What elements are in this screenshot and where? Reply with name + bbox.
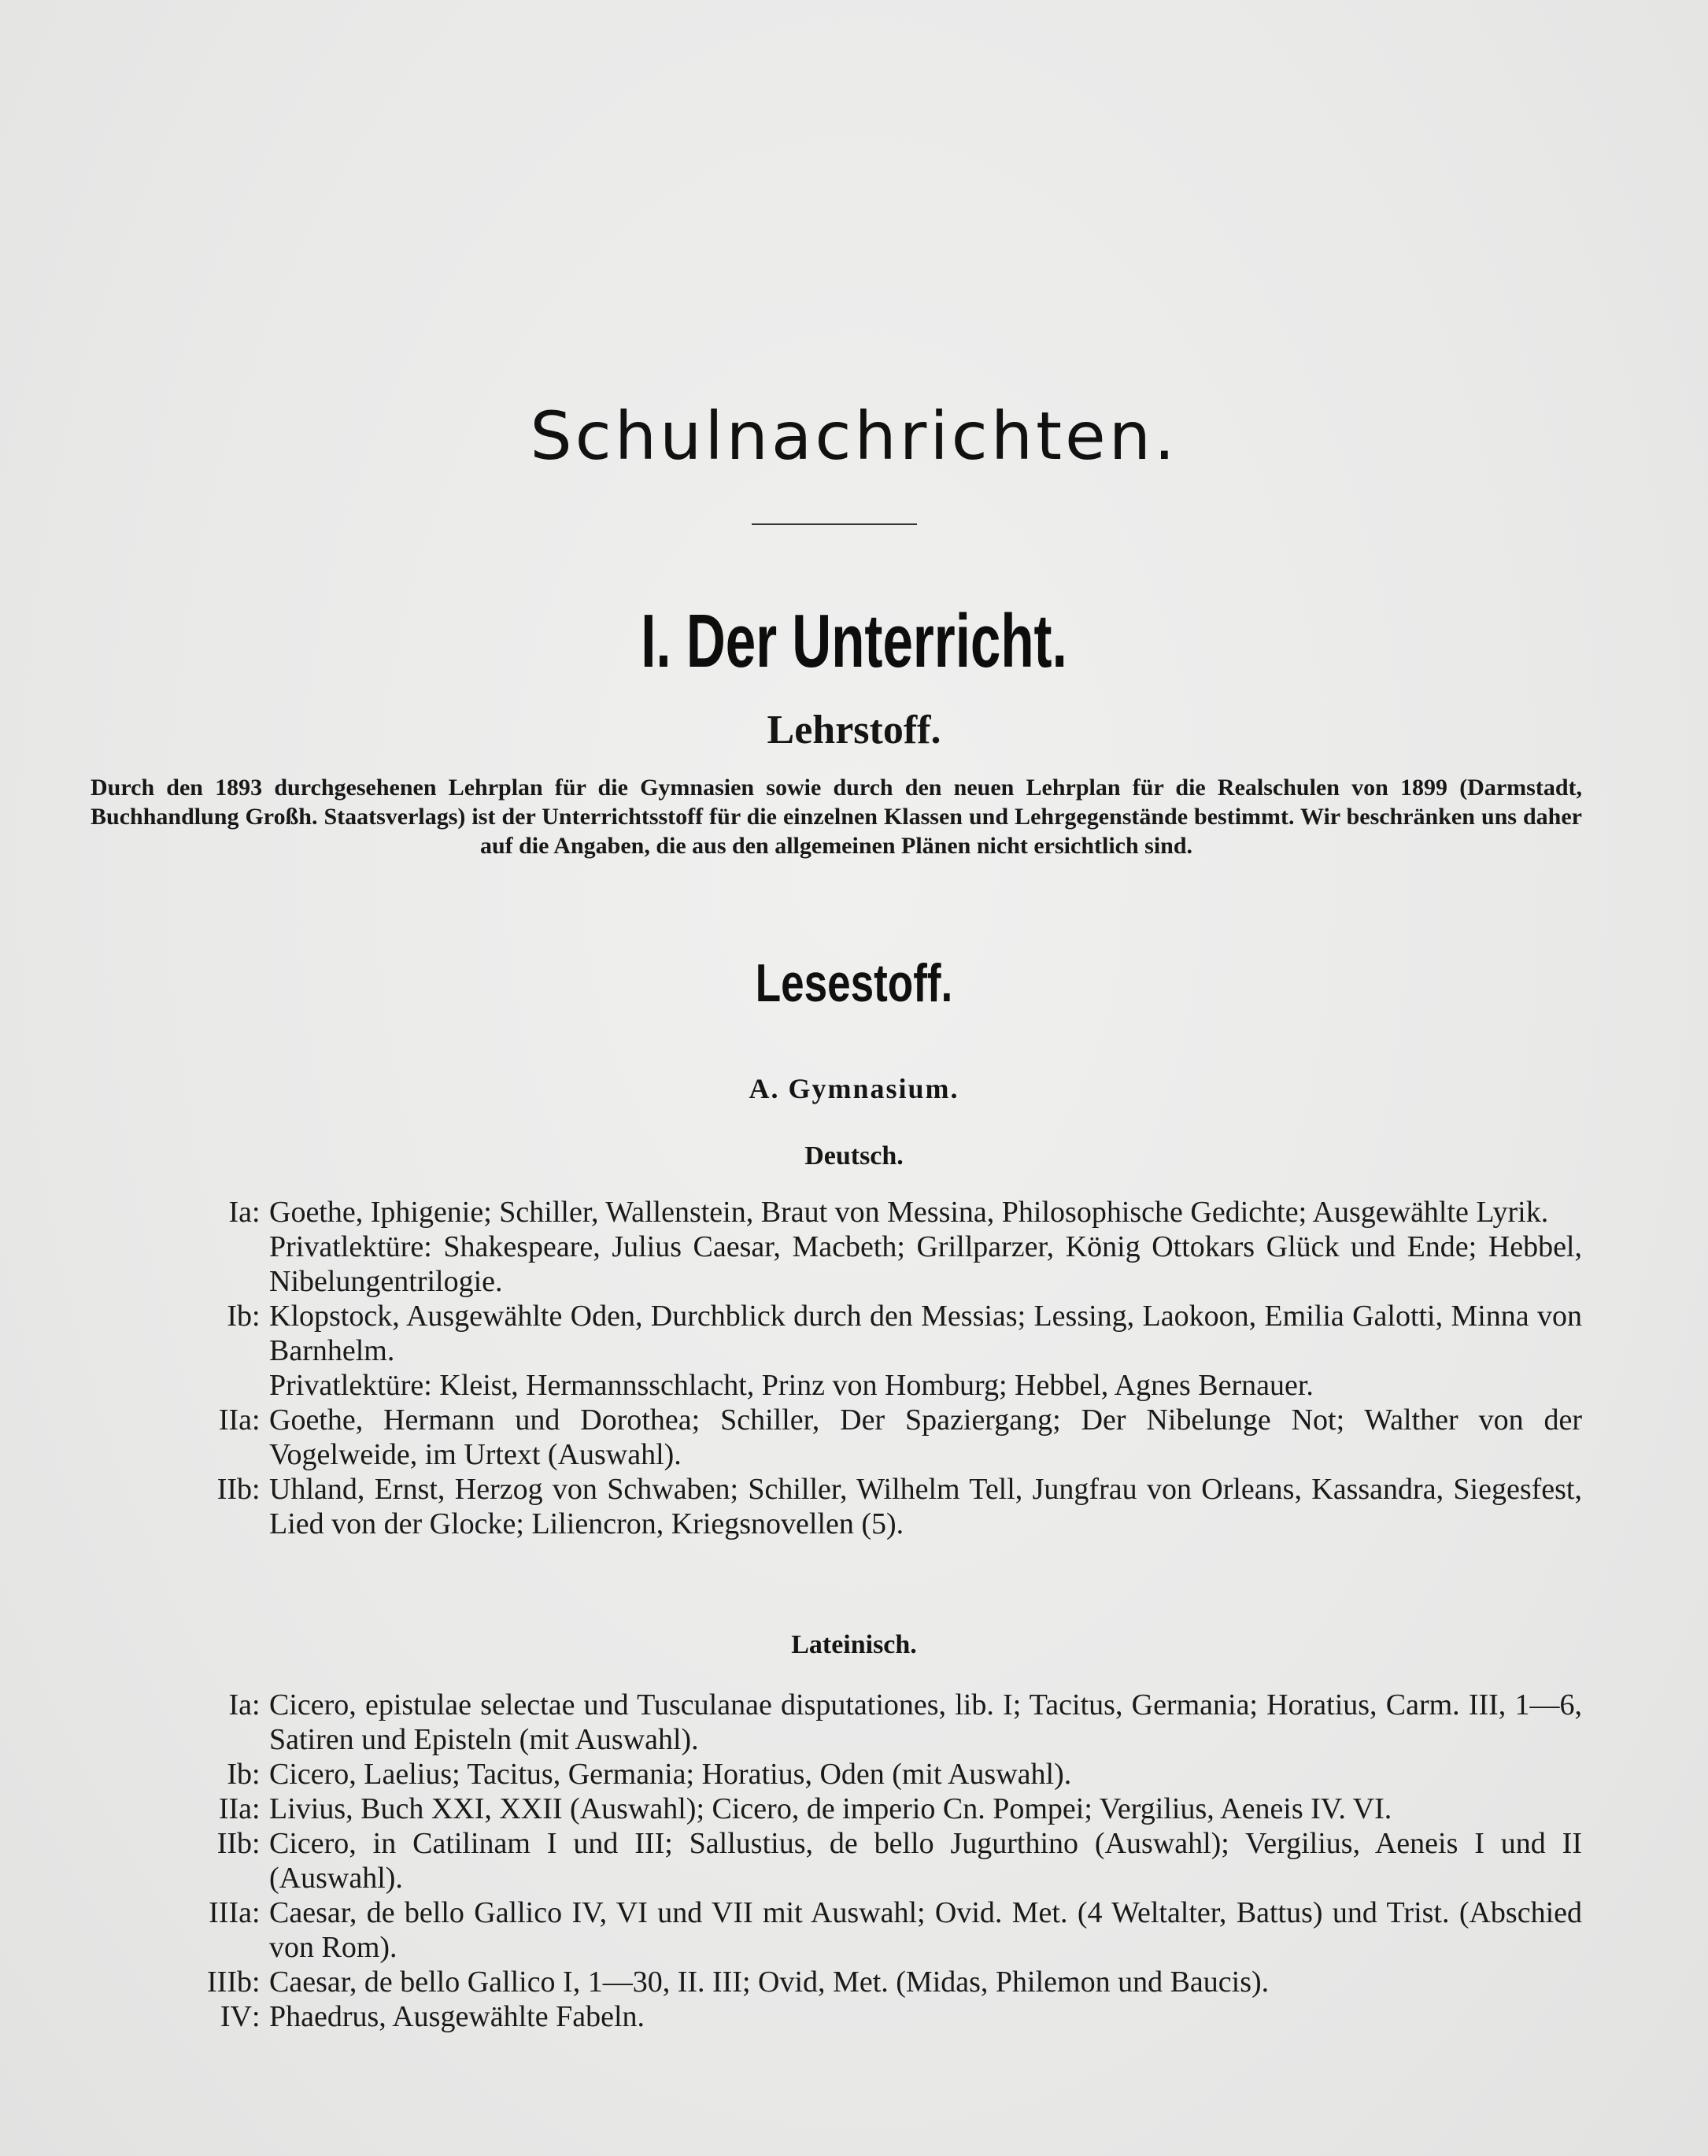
entry-extra: Privatlektüre: Kleist, Hermannsschlacht, Prinz von Homburg; Hebbel, Agnes Bernauer. <box>269 1369 1314 1402</box>
list-item: Ia : Cicero, epistulae selectae und Tusculanae disputationes, lib. I; Tacitus, Germania; Horatius, Carm. III, 1—6, Satiren und Episteln (mit Auswahl). <box>173 1688 1582 1757</box>
class-label: Ib <box>227 1758 252 1791</box>
list-item: Ib : Cicero, Laelius; Tacitus, Germania; Horatius, Oden (mit Auswahl). <box>173 1757 1582 1792</box>
class-label: IIIa <box>209 1896 252 1929</box>
entry-text: Goethe, Hermann und Dorothea; Schiller, Der Spaziergang; Der Nibelunge Not; Walther von der Vogelweide, im Urtext (Auswahl). <box>269 1403 1582 1471</box>
entry-text: Phaedrus, Ausgewählte Fabeln. <box>269 2000 645 2033</box>
class-label: Ia <box>228 1688 252 1721</box>
intro-paragraph: Durch den 1893 durchgesehenen Lehrplan für die Gymnasien sowie durch den neuen Lehrplan für die Realschulen von 1899 (Darmstadt, Buchhandlung Großh. Staatsverlags) ist der Unterrichtsstoff für die einzelnen Klassen und Lehrgegenstände bestimmt. Wir beschränken uns daher auf die Angaben, die aus den allgemeinen Plänen nicht ersichtlich sind. <box>91 775 1582 859</box>
class-label: IIa <box>218 1792 252 1825</box>
list-item: IIa : Livius, Buch XXI, XXII (Auswahl); Cicero, de imperio Cn. Pompei; Vergilius, Aeneis IV. VI. <box>173 1792 1582 1826</box>
subtitle-lehrstoff: Lehrstoff. <box>767 708 941 753</box>
class-label: Ia <box>228 1196 252 1229</box>
entry-extra: Privatlektüre: Shakespeare, Julius Caesar, Macbeth; Grillparzer, König Ottokars Glück und Ende; Hebbel, Nibelungentrilogie. <box>269 1230 1582 1298</box>
deutsch-heading: Deutsch. <box>804 1141 904 1170</box>
entry-text: Caesar, de bello Gallico IV, VI und VII mit Auswahl; Ovid. Met. (4 Weltalter, Battus) und Trist. (Abschied von Rom). <box>269 1896 1582 1964</box>
class-label: IIb <box>216 1473 252 1506</box>
latein-heading: Lateinisch. <box>791 1630 917 1659</box>
class-label: IV <box>220 2000 252 2033</box>
section-title: I. Der Unterricht. <box>641 599 1067 683</box>
school-heading: A. Gymnasium. <box>749 1073 959 1104</box>
reading-title: Lesestoff. <box>755 953 953 1013</box>
entry-text: Caesar, de bello Gallico I, 1—30, II. III; Ovid, Met. (Midas, Philemon und Baucis). <box>269 1966 1270 1999</box>
deutsch-list <box>173 1195 1582 1541</box>
title-rule <box>752 523 917 525</box>
list-item: IV : Phaedrus, Ausgewählte Fabeln. <box>173 1999 1582 2034</box>
entry-text: Uhland, Ernst, Herzog von Schwaben; Schiller, Wilhelm Tell, Jungfrau von Orleans, Kassandra, Siegesfest, Lied von der Glocke; Liliencron, Kriegsnovellen (5). <box>269 1473 1582 1540</box>
entry-text: Goethe, Iphigenie; Schiller, Wallenstein, Braut von Messina, Philosophische Gedichte; Ausgewählte Lyrik. <box>269 1196 1549 1229</box>
latein-list <box>173 1688 1582 2034</box>
entry-text: Cicero, epistulae selectae und Tusculanae disputationes, lib. I; Tacitus, Germania; Horatius, Carm. III, 1—6, Satiren und Episteln (mit Auswahl). <box>269 1688 1582 1756</box>
list-item: Ib : Klopstock, Ausgewählte Oden, Durchblick durch den Messias; Lessing, Laokoon, Emilia Galotti, Minna von Barnhelm. Privatlektüre: Kleist, Hermannsschlacht, Prinz von Homburg; Hebbel, Agnes Bernauer. <box>173 1299 1582 1403</box>
entry-text: Cicero, Laelius; Tacitus, Germania; Horatius, Oden (mit Auswahl). <box>269 1758 1072 1791</box>
class-label: IIb <box>216 1827 252 1860</box>
list-item: IIb : Uhland, Ernst, Herzog von Schwaben; Schiller, Wilhelm Tell, Jungfrau von Orleans, Kassandra, Siegesfest, Lied von der Glocke; Liliencron, Kriegsnovellen (5). <box>173 1472 1582 1541</box>
entry-text: Cicero, in Catilinam I und III; Sallustius, de bello Jugurthino (Auswahl); Vergilius, Aeneis I und II (Auswahl). <box>269 1827 1582 1895</box>
class-label: IIIb <box>207 1966 252 1999</box>
class-label: Ib <box>227 1300 252 1333</box>
list-item: IIIa : Caesar, de bello Gallico IV, VI und VII mit Auswahl; Ovid. Met. (4 Weltalter, Battus) und Trist. (Abschied von Rom). <box>173 1895 1582 1965</box>
entry-text: Klopstock, Ausgewählte Oden, Durchblick durch den Messias; Lessing, Laokoon, Emilia Galotti, Minna von Barnhelm. <box>269 1300 1582 1367</box>
list-item: IIb : Cicero, in Catilinam I und III; Sallustius, de bello Jugurthino (Auswahl); Vergilius, Aeneis I und II (Auswahl). <box>173 1826 1582 1895</box>
list-item: Ia : Goethe, Iphigenie; Schiller, Wallenstein, Braut von Messina, Philosophische Gedichte; Ausgewählte Lyrik. Privatlektüre: Shakespeare, Julius Caesar, Macbeth; Grillparzer, König Ottokars Glück und Ende; Hebbel, Nibelungentrilogie. <box>173 1195 1582 1299</box>
entry-text: Livius, Buch XXI, XXII (Auswahl); Cicero, de imperio Cn. Pompei; Vergilius, Aeneis IV. VI. <box>269 1792 1392 1825</box>
page-title: Schulnachrichten. <box>530 398 1178 475</box>
class-label: IIa <box>218 1403 252 1437</box>
list-item: IIIb : Caesar, de bello Gallico I, 1—30, II. III; Ovid, Met. (Midas, Philemon und Baucis). <box>173 1965 1582 1999</box>
list-item: IIa : Goethe, Hermann und Dorothea; Schiller, Der Spaziergang; Der Nibelunge Not; Walther von der Vogelweide, im Urtext (Auswahl). <box>173 1403 1582 1472</box>
